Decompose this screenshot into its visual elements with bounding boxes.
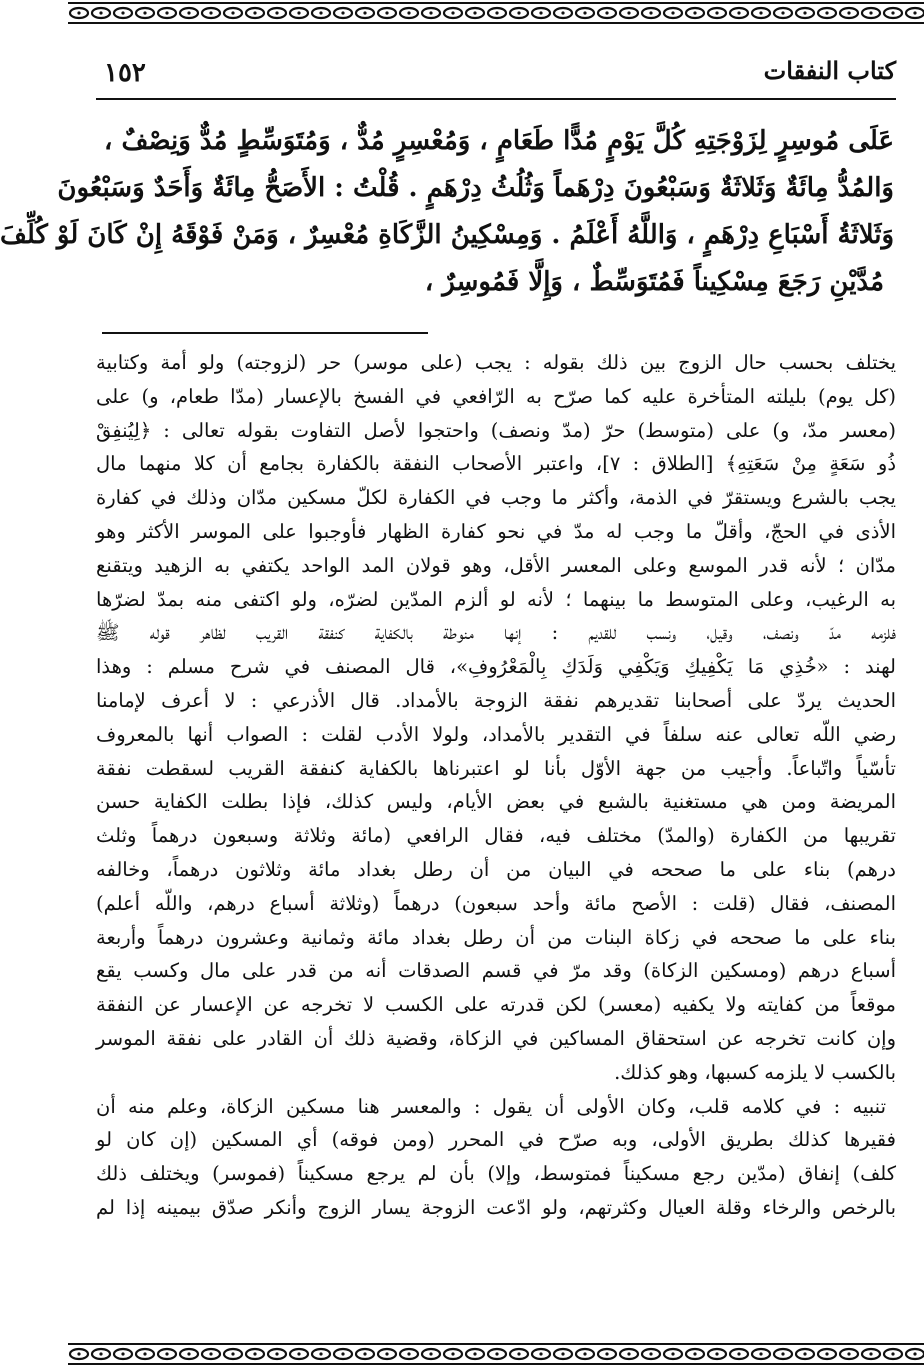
bottom-ornamental-border [68, 1341, 924, 1367]
commentary-line: المصنف، فقال (قلت : الأصح مائة وأحد سبعون) درهماً (وثلاثة أسباع درهم، واللّه أعلم) [96, 891, 896, 915]
commentary-line: الأذى في الحجّ، وأقلّ ما وجب له مدّ في نحو كفارة الظهار فأوجبوا على الموسر الأكثر وهو [96, 519, 896, 543]
matn-line: وَالمُدُّ مِائَةٌ وَثَلاثَةٌ وَسَبْعُونَ دِرْهَماً وَثُلُثُ دِرْهَمٍ . قُلْتُ : الأَصَحُّ مِائَةٌ وَأَحَدٌ وَسَبْعُونَ [57, 173, 894, 203]
commentary-line: (كل يوم) بليلته المتأخرة عليه كما صرّح به الرّافعي في الفسخ بالإعسار (مدّا طعام، و) على [96, 384, 896, 408]
matn-line: وَثَلاثَةُ أَسْبَاعِ دِرْهَمٍ ، وَاللَّهُ أَعْلَمُ . وَمِسْكِينُ الزَّكَاةِ مُعْسِرٌ ، وَمَنْ فَوْقَهُ إِنْ كَانَ لَوْ كُلِّفَ [0, 220, 894, 250]
commentary-line: يجب بالشرع ويستقرّ في الذمة، وأكثر ما وجب في الكفارة لكلّ مسكين مدّان وذلك في كفارة [96, 486, 896, 510]
commentary-line: الحديث يردّ على أصحابنا تقديرهم نفقة الزوجة بالأمداد. قال الأذرعي : لا أعرف لإمامنا [96, 688, 896, 712]
commentary-line: وإن كانت تخرجه عن استحقاق المساكين في الزكاة، وقضية ذلك أن القادر على نفقة الموسر [96, 1026, 896, 1050]
commentary-line: أسباع درهم (ومسكين الزكاة) وقد مرّ في قسم الصدقات أنه من قدر على مال وكسب يقع [96, 959, 896, 983]
commentary-line: به الرغيب، وعلى المتوسط ما بينهما ؛ لأنه لو ألزم المدّين لضرّه، ولو اكتفى منه بمدّ لضرّها [96, 587, 896, 611]
matn-line: عَلَى مُوسِرٍ لِزَوْجَتِهِ كُلَّ يَوْمٍ مُدًّا طَعَامٍ ، وَمُعْسِرٍ مُدٌّ ، وَمُتَوَسِّطٍ مُدٌّ وَنِصْفٌ ، [104, 126, 894, 156]
commentary-line: تنبيه : في كلامه قلب، وكان الأولى أن يقول : والمعسر هنا مسكين الزكاة، وعلم منه أن [96, 1094, 886, 1118]
commentary-line: تقريبها من الكفارة (والمدّ) مختلف فيه، فقال الرافعي (مائة وثلاثة وسبعون درهماً وثلث [96, 824, 896, 848]
commentary-line: فلزمه مدّ ونصف، وقيل، ونسب للقديم : إنها منوطة بالكفاية كنفقة القريب لظاهر قوله ﷺ [96, 621, 897, 645]
page-number: ١٥٢ [104, 58, 146, 88]
commentary-line: تأسّياً واتّباعاً. وأجيب من جهة الأوّل بأنا لو اعتبرناها بالكفاية كنفقة القريب لسقطت نفقة [96, 756, 896, 780]
commentary-line: بالرخص والرخاء وقلة العيال وكثرتهم، ولو ادّعت الزوجة يسار الزوج وأنكر صدّق بيمينه إذا لم [96, 1195, 896, 1219]
commentary-line: درهم) بناء على ما صححه في البيان من أن رطل بغداد مائة وثلاثون درهماً، وخالفه [96, 857, 896, 881]
commentary-line: رضي اللّه تعالى عنه سلفاً في التقدير بالأمداد، ولولا الأدب لقلت : الصواب أنها بالمعروف [96, 722, 896, 746]
commentary-line: بالكسب لا يلزمه كسبها، وهو كذلك. [614, 1060, 896, 1084]
commentary-line: بناء على ما صححه في زكاة البنات من أن رطل بغداد مائة وثمانية وعشرون درهماً وأربعة [96, 925, 896, 949]
footnote-separator-rule [102, 332, 428, 334]
commentary-line: (معسر مدّ، و) على (متوسط) حرّ (مدّ ونصف) واحتجوا لأصل التفاوت بقوله تعالى : ﴿لِيُنفِقْ [96, 418, 896, 442]
top-ornamental-border [68, 0, 924, 26]
commentary-line: يختلف بحسب حال الزوج بين ذلك بقوله : يجب (على موسر) حر (لزوجته) ولو أمة وكتابية [96, 351, 896, 374]
commentary-line: ذُو سَعَةٍ مِنْ سَعَتِهِ﴾ [الطلاق : ٧]، واعتبر الأصحاب النفقة بالكفارة بجامع أن كلا منهما مال [96, 452, 896, 476]
commentary-line: المريضة ومن هي مستغنية بالشبع في بعض الأيام، وليس كذلك، فإذا بطلت الكفاية حسن [96, 790, 896, 814]
commentary-line: مدّان ؛ لأنه قدر الموسع وعلى المعسر الأقل، وهو قولان المد الواحد يكتفي به الزهيد ويتقنع [96, 553, 896, 577]
matn-line: مُدَّيْنِ رَجَعَ مِسْكِيناً فَمُتَوَسِّطٌ ، وَإِلَّا فَمُوسِرٌ ، [424, 267, 884, 297]
commentary-text-block [96, 346, 896, 1225]
matn-text-block [0, 118, 894, 306]
commentary-line: كلف) إنفاق (مدّين رجع مسكيناً فمتوسط، وإلا) بأن لم يرجع مسكيناً (فموسر) ويختلف ذلك [96, 1162, 896, 1186]
page-header [96, 50, 896, 100]
running-head-title: كتاب النفقات [763, 56, 896, 85]
commentary-line: لهند : «خُذِي مَا يَكْفِيكِ وَيَكْفِي وَلَدَكِ بِالْمَعْرُوفِ»، قال المصنف في شرح مسلم : وهذا [96, 655, 896, 679]
commentary-line: موقعاً من كفايته ولا يكفيه (معسر) لكن قدرته على الكسب لا تخرجه عن الإعسار عن النفقة [96, 993, 896, 1017]
commentary-line: فقيرها كذلك بطريق الأولى، وبه صرّح في المحرر (ومن فوقه) أي المسكين (إن كان لو [96, 1128, 896, 1152]
